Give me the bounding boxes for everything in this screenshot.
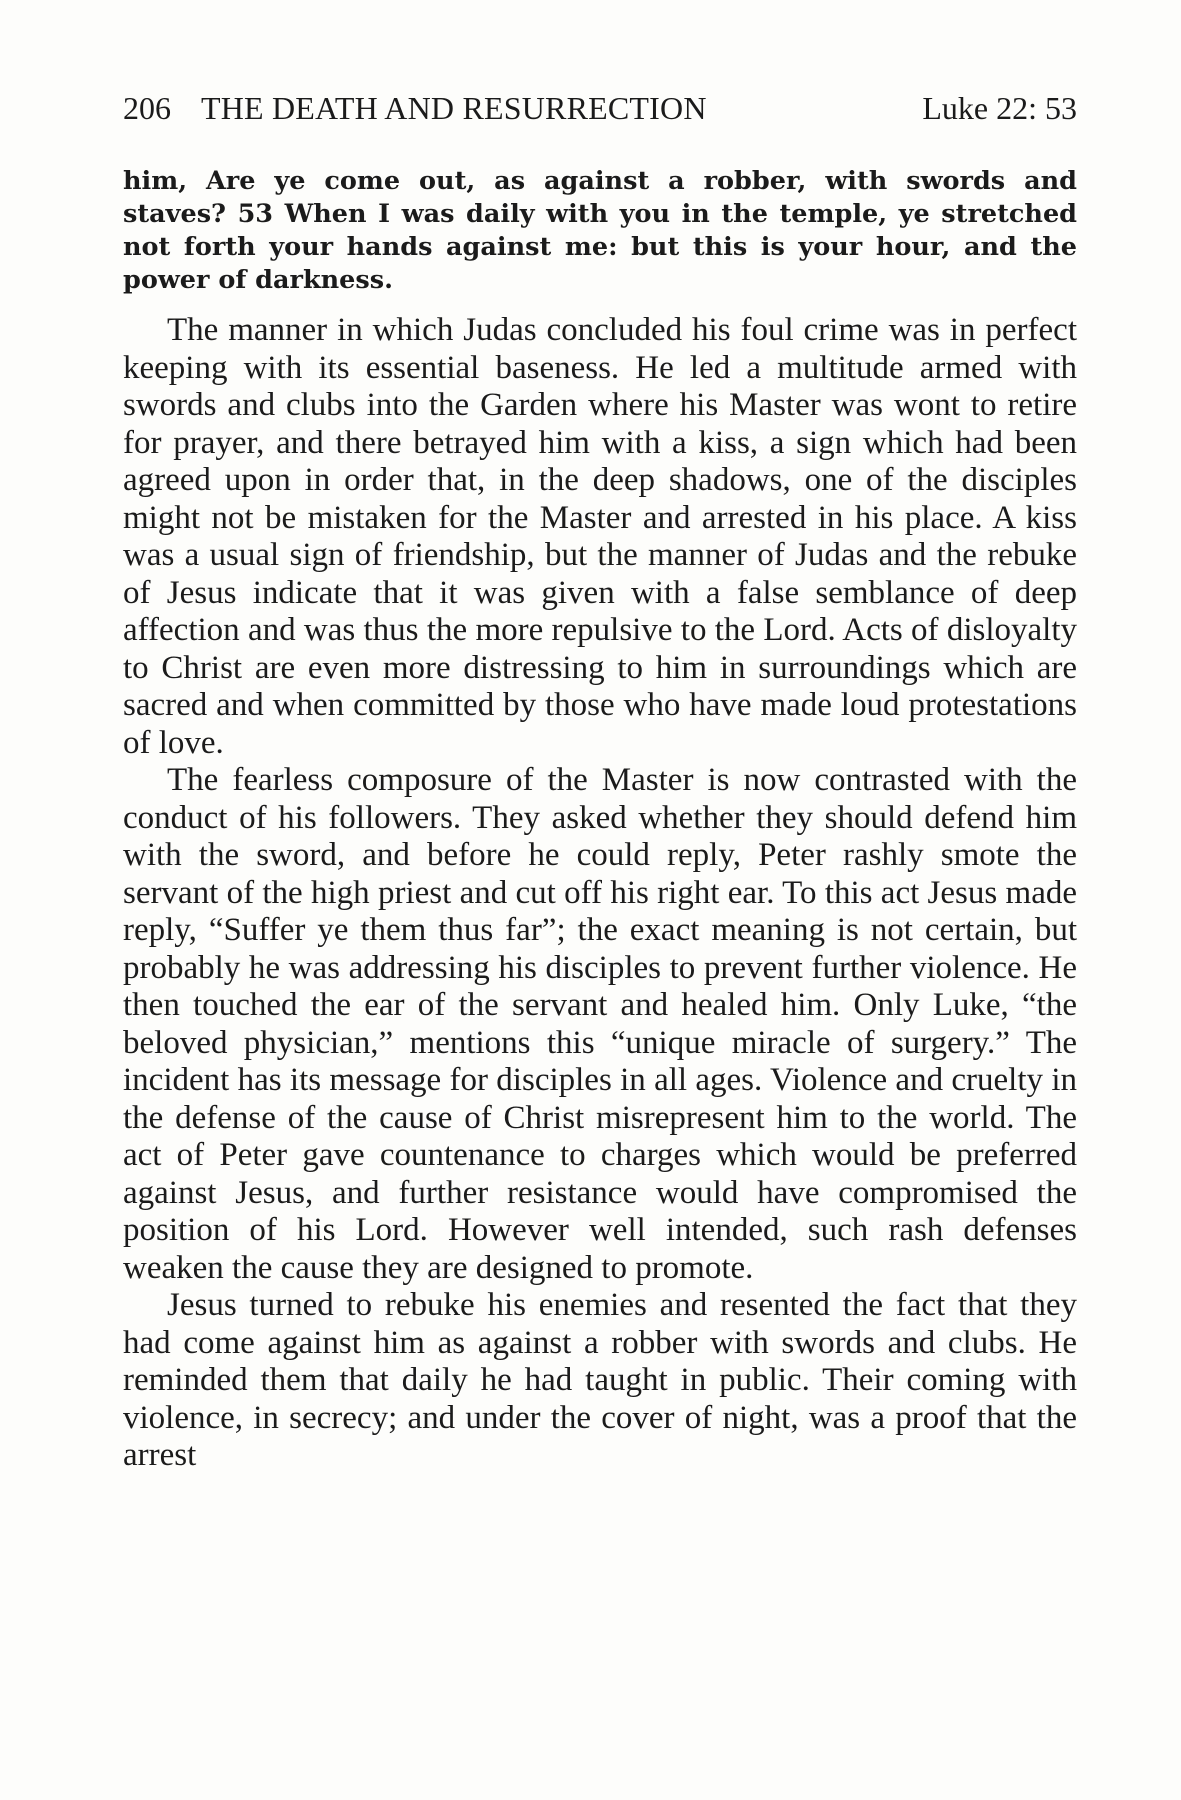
running-header [123,86,1077,130]
commentary-paragraph-2: The fearless composure of the Master is now contrasted with the conduct of his followers. They asked whether they should defend him with the sword, and before he could reply, Peter rashly smote the servant of the high priest and cut off his right ear. To this act Jesus made reply, “Suffer ye them thus far”; the exact meaning is not certain, but probably he was addressing his disciples to prevent further violence. He then touched the ear of the servant and healed him. Only Luke, “the beloved physician,” mentions this “unique miracle of surgery.” The incident has its message for disciples in all ages. Violence and cruelty in the defense of the cause of Christ misrepresent him to the world. The act of Peter gave countenance to charges which would be preferred against Jesus, and further resistance would have compromised the position of his Lord. However well intended, such rash defenses weaken the cause they are designed to promote. [123,762,1077,1286]
scripture-quotation: him, Are ye come out, as against a robber, with swords and staves? 53 When I was daily with you in the temple, ye stretched not forth your hands against me: but this is your hour, and the power of darkness. [123,166,1077,295]
passage-reference: Luke 22: 53 [922,90,1077,126]
commentary-paragraph-1: The manner in which Judas concluded his foul crime was in perfect keeping with its essential baseness. He led a multitude armed with swords and clubs into the Garden where his Master was wont to retire for prayer, and there betrayed him with a kiss, a sign which had been agreed upon in order that, in the deep shadows, one of the disciples might not be mistaken for the Master and arrested in his place. A kiss was a usual sign of friendship, but the manner of Judas and the rebuke of Jesus indicate that it was given with a false semblance of deep affection and was thus the more repulsive to the Lord. Acts of disloyalty to Christ are even more distressing to him in surroundings which are sacred and when committed by those who have made loud protestations of love. [123,312,1077,761]
commentary-body [123,312,1077,1475]
running-title: THE DEATH AND RESURRECTION [201,90,707,126]
commentary-paragraph-3: Jesus turned to rebuke his enemies and resented the fact that they had come against him as against a robber with swords and clubs. He reminded them that daily he had taught in public. Their coming with violence, in secrecy; and under the cover of night, was a proof that the arrest [123,1287,1077,1473]
page-number: 206 [123,90,171,126]
